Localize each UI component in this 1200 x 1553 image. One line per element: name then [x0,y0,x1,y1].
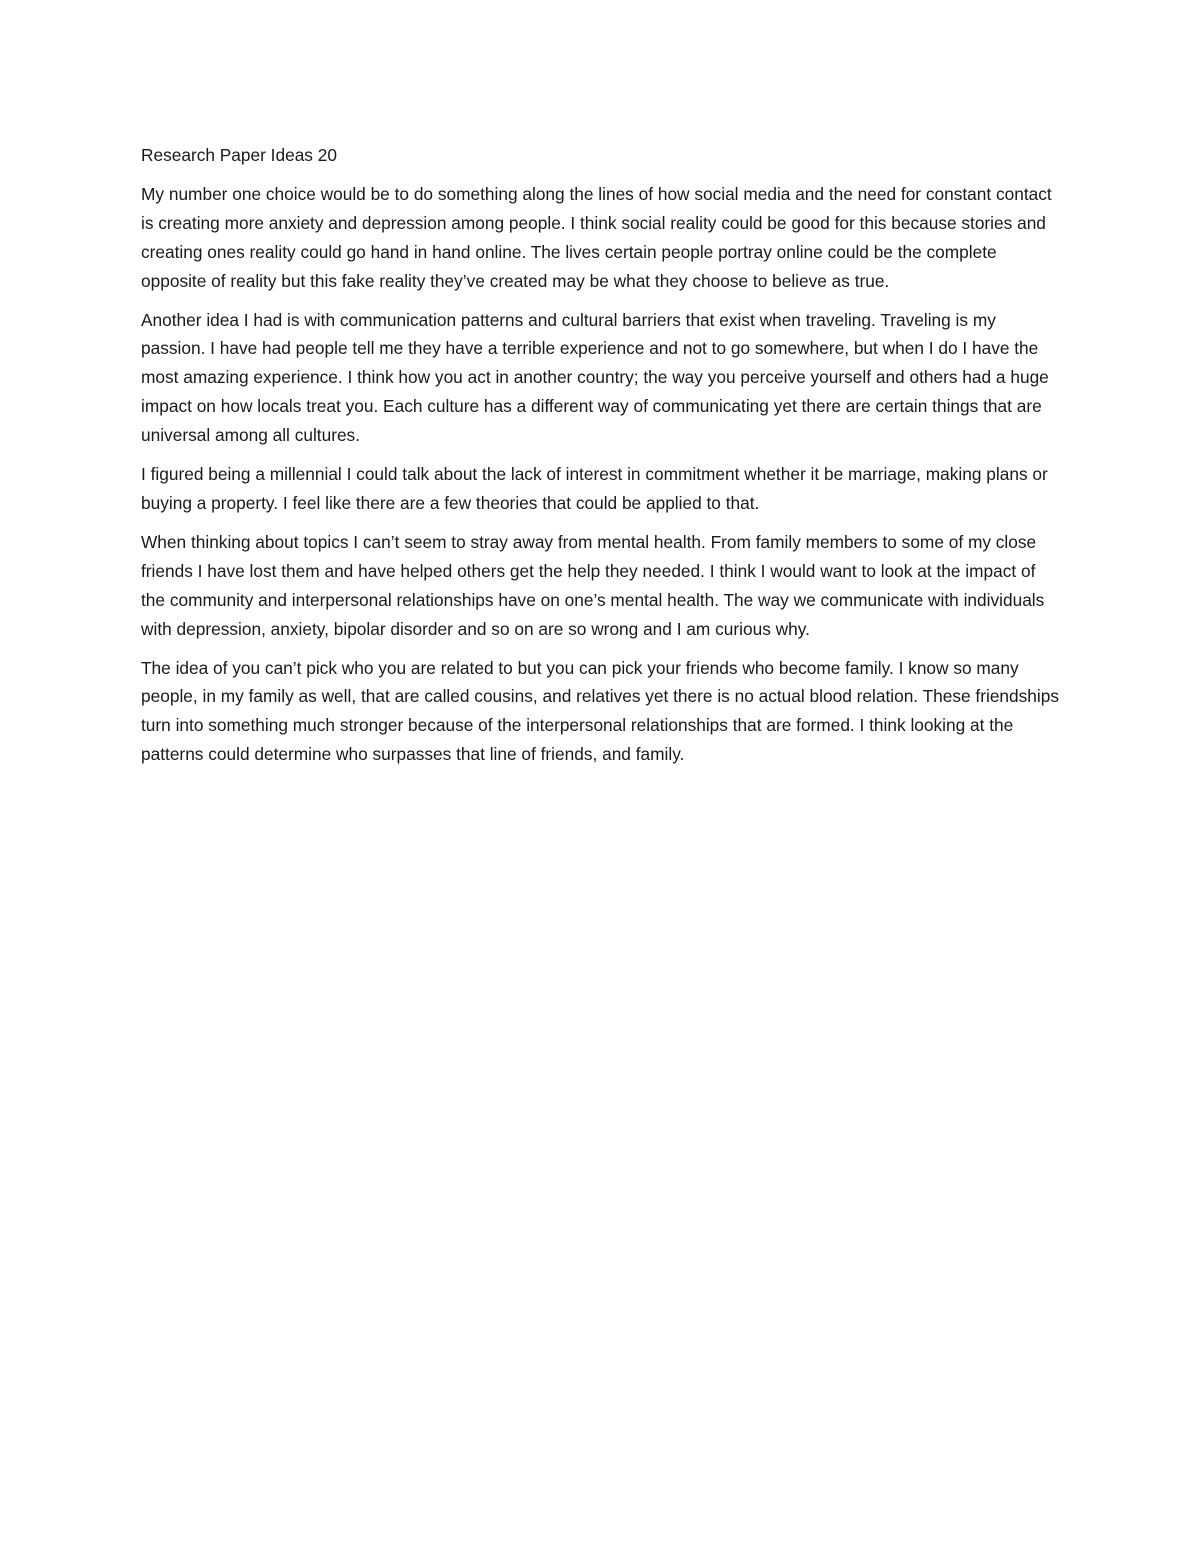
document-body [141,141,1059,779]
paragraph-social-media: My number one choice would be to do something along the lines of how social media and the need for constant contact is creating more anxiety and depression among people. I think social reality could be good for this because stories and creating ones reality could go hand in hand online. The lives certain people portray online could be the complete opposite of reality but this fake reality they’ve created may be what they choose to believe as true. [141,183,1052,291]
paragraph-millennial-commitment: I figured being a millennial I could talk about the lack of interest in commitment whether it be marriage, making plans or buying a property. I feel like there are a few theories that could be applied to that. [141,464,1048,513]
paragraph-mental-health: When thinking about topics I can’t seem to stray away from mental health. From family members to some of my close friends I have lost them and have helped others get the help they needed. I think I would want to look at the impact of the community and interpersonal relationships have on one’s mental health. The way we communicate with individuals with depression, anxiety, bipolar disorder and so on are so wrong and I am curious why. [141,531,1045,639]
paragraph-travel-communication: Another idea I had is with communication patterns and cultural barriers that exist when traveling. Traveling is my passion. I have had people tell me they have a terrible experience and not to go somewhere, but when I do I have the most amazing experience. I think how you act in another country; the way you perceive yourself and others had a huge impact on how locals treat you. Each culture has a different way of communicating yet there are certain things that are universal among all cultures. [141,309,1049,446]
document-title: Research Paper Ideas 20 [141,145,337,165]
paragraph-chosen-family: The idea of you can’t pick who you are related to but you can pick your friends who become family. I know so many people, in my family as well, that are called cousins, and relatives yet there is no actual blood relation. These friendships turn into something much stronger because of the interpersonal relationships that are formed. I think looking at the patterns could determine who surpasses that line of friends, and family. [141,657,1059,765]
